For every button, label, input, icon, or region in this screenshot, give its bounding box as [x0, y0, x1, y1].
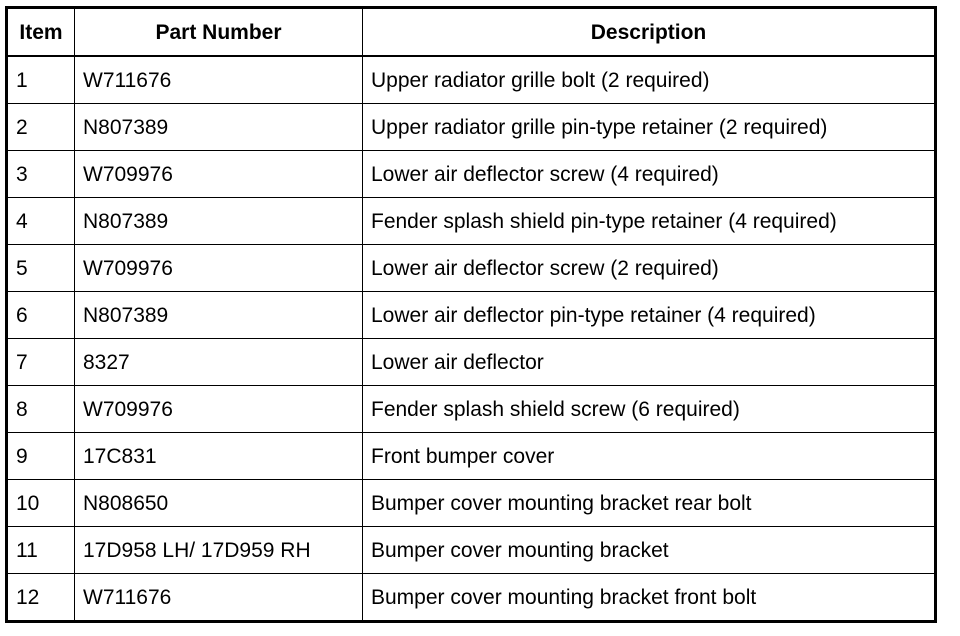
- header-part-number: Part Number: [75, 8, 363, 57]
- cell-description: Fender splash shield screw (6 required): [363, 386, 936, 433]
- cell-part-number: W709976: [75, 386, 363, 433]
- table-row: [7, 339, 936, 386]
- table-row: [7, 151, 936, 198]
- cell-item: 3: [7, 151, 75, 198]
- table-row: [7, 386, 936, 433]
- cell-description: Lower air deflector: [363, 339, 936, 386]
- table-row: [7, 292, 936, 339]
- cell-item: 10: [7, 480, 75, 527]
- cell-item: 8: [7, 386, 75, 433]
- cell-item: 7: [7, 339, 75, 386]
- cell-part-number: W711676: [75, 574, 363, 622]
- cell-item: 6: [7, 292, 75, 339]
- cell-part-number: 17D958 LH/ 17D959 RH: [75, 527, 363, 574]
- table-row: [7, 198, 936, 245]
- cell-description: Bumper cover mounting bracket front bolt: [363, 574, 936, 622]
- cell-part-number: 17C831: [75, 433, 363, 480]
- table-row: [7, 480, 936, 527]
- table-body: [7, 56, 936, 622]
- cell-item: 1: [7, 56, 75, 104]
- table-row: [7, 527, 936, 574]
- cell-item: 2: [7, 104, 75, 151]
- table-row: [7, 245, 936, 292]
- cell-item: 9: [7, 433, 75, 480]
- header-description: Description: [363, 8, 936, 57]
- cell-description: Bumper cover mounting bracket: [363, 527, 936, 574]
- cell-part-number: N807389: [75, 198, 363, 245]
- table-row: [7, 56, 936, 104]
- cell-item: 5: [7, 245, 75, 292]
- cell-part-number: N807389: [75, 292, 363, 339]
- cell-item: 4: [7, 198, 75, 245]
- cell-item: 12: [7, 574, 75, 622]
- cell-description: Fender splash shield pin-type retainer (4 required): [363, 198, 936, 245]
- cell-part-number: W711676: [75, 56, 363, 104]
- cell-part-number: W709976: [75, 245, 363, 292]
- cell-description: Front bumper cover: [363, 433, 936, 480]
- cell-description: Upper radiator grille bolt (2 required): [363, 56, 936, 104]
- header-item: Item: [7, 8, 75, 57]
- header-row: [7, 8, 936, 57]
- table-row: [7, 574, 936, 622]
- cell-part-number: N808650: [75, 480, 363, 527]
- cell-description: Lower air deflector pin-type retainer (4 required): [363, 292, 936, 339]
- parts-table: [5, 6, 937, 623]
- cell-part-number: N807389: [75, 104, 363, 151]
- cell-part-number: 8327: [75, 339, 363, 386]
- cell-item: 11: [7, 527, 75, 574]
- cell-description: Lower air deflector screw (4 required): [363, 151, 936, 198]
- table-row: [7, 104, 936, 151]
- cell-description: Upper radiator grille pin-type retainer (2 required): [363, 104, 936, 151]
- cell-part-number: W709976: [75, 151, 363, 198]
- cell-description: Lower air deflector screw (2 required): [363, 245, 936, 292]
- cell-description: Bumper cover mounting bracket rear bolt: [363, 480, 936, 527]
- table-row: [7, 433, 936, 480]
